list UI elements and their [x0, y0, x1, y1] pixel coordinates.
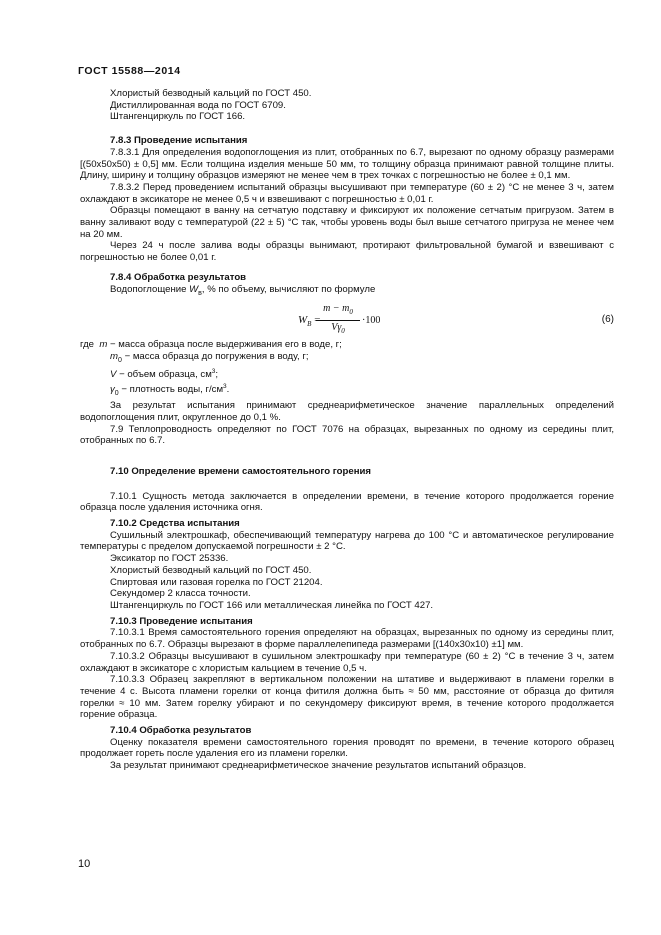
paragraph-7-10-2: Сушильный электрошкаф, обеспечивающий температуру нагрева до 100 °С и автоматическое регулирование температуры с пределом допускаемой погрешности ± 2 °С. [80, 529, 614, 553]
formula-fraction [316, 303, 360, 337]
formula-multiplier: ·100 [362, 315, 381, 327]
intro-line: Дистиллированная вода по ГОСТ 6709. [110, 99, 286, 111]
definition-line: $\gamma_0$ − плотность воды, $г/см^3$. [110, 383, 230, 398]
intro-line: Хлористый безводный кальций по ГОСТ 450. [110, 88, 312, 99]
definition-line: V − объем образца, $см^3$; [110, 368, 219, 381]
page-number: 10 [78, 858, 91, 870]
definition-line: $m_0$ − масса образца до погружения в воду, г; [110, 350, 309, 364]
paragraph-7-8-3-1: 7.8.3.1 Для определения водопоглощения из плит, отобранных по 6.7, вырезают по одному образцу размерами [(50x50x50) ± 0,5] мм. Если толщина изделия меньше 50 мм, то толщину образца принимают равной толщине плиты. Длину, ширину и толщину образцов измеряют не менее чем в трех точках с погрешностью не более ± 0,1 мм. [80, 146, 614, 182]
paragraph-7-10-3-3: 7.10.3.3 Образец закрепляют в вертикальном положении на штативе и выдерживают в пламени горелки в течение 4 с. Высота пламени горелки от конца фитиля должна быть ≈ 50 мм, расстояние от образца до фитиля горелки ≈ 10 мм. Затем горелку убирают и по секундомеру фиксируют время, в течение которого продолжается горение образца. [80, 674, 614, 721]
section-heading-7-8-4: 7.8.4 Обработка результатов [110, 271, 247, 283]
formula-6 [80, 301, 614, 339]
paragraph-7-9: 7.9 Теплопроводность определяют по ГОСТ 7076 на образцах, вырезанных по одному из середины плит, отобранных по 6.7. [80, 423, 614, 447]
paragraph-7-8-3-2-b: Образцы помещают в ванну на сетчатую подставку и фиксируют их положение сетчатым пригрузом. Затем в ванну заливают воду с температурой (22 ± 5) °С так, чтобы уровень воды был выше сетчатого пригруза не менее чем на 20 мм. [80, 205, 614, 240]
formula-numerator: $m - m_0$ [316, 303, 360, 321]
result-paragraph: За результат испытания принимают среднеарифметическое значение параллельных определений водопоглощения плит, округленное до 0,1 %. [80, 400, 614, 423]
section-heading-7-10-3: 7.10.3 Проведение испытания [110, 615, 253, 627]
paragraph-7-8-3-2-c: Через 24 ч после залива воды образцы вынимают, протирают фильтровальной бумагой и взвешивают с погрешностью не более 0,01 г. [80, 240, 614, 264]
section-heading-7-10: 7.10 Определение времени самостоятельного горения [110, 465, 371, 477]
paragraph-7-10-1: 7.10.1 Сущность метода заключается в определении времени, в течение которого продолжается горение образца после удаления источника огня. [80, 490, 614, 514]
document-header: ГОСТ 15588—2014 [78, 65, 181, 77]
section-heading-7-8-3: 7.8.3 Проведение испытания [110, 135, 248, 147]
intro-line: Штангенциркуль по ГОСТ 166. [110, 111, 246, 123]
equipment-item: Эксикатор по ГОСТ 25336. [110, 553, 229, 565]
paragraph-7-8-3-2: 7.8.3.2 Перед проведением испытаний образцы высушивают при температуре (60 ± 2) °С не менее 3 ч, затем охлаждают в эксикаторе не менее 0,5 ч и взвешивают с погрешностью ± 0,01 г. [80, 181, 614, 205]
section-heading-7-10-2: 7.10.2 Средства испытания [110, 518, 240, 530]
page-content [80, 88, 614, 772]
equipment-item: Секундомер 2 класса точности. [110, 588, 251, 600]
section-heading-7-10-4: 7.10.4 Обработка результатов [110, 725, 252, 737]
equipment-item: Хлористый безводный кальций по ГОСТ 450. [110, 564, 312, 576]
paragraph-7-10-3-1: 7.10.3.1 Время самостоятельного горения определяют на образцах, вырезанных по одному из середины плит, отобранных по 6.7. Образцы вырезают в форме параллелепипеда размерами [(140x30x10) ±1] мм. [80, 627, 614, 651]
formula-number: (6) [601, 314, 614, 326]
equipment-item: Спиртовая или газовая горелка по ГОСТ 21204. [110, 576, 323, 588]
formula-intro: Водопоглощение $W_в$, % по объему, вычисляют по формуле [110, 283, 376, 297]
paragraph-7-10-3-2: 7.10.3.2 Образцы высушивают в сушильном электрошкафу при температуре (60 ± 2) °С в течение 3 ч, затем охлаждают в эксикаторе с хлористым кальцием в течение 0,5 ч. [80, 650, 614, 674]
equipment-item: Штангенциркуль по ГОСТ 166 или металлическая линейка по ГОСТ 427. [110, 600, 434, 611]
paragraph-7-10-4-2: За результат принимают среднеарифметическое значение результатов испытаний образцов. [110, 760, 527, 772]
formula-lhs: $W_В$ = [298, 314, 321, 329]
formula-denominator: $V\gamma_0$ [331, 321, 345, 335]
paragraph-7-10-4-1: Оценку показателя времени самостоятельного горения проводят по времени, в течение которого образец продолжает гореть после удаления его из пламени горелки. [80, 736, 614, 760]
definition-line: где m − масса образца после выдерживания его в воде, г; [80, 339, 342, 351]
